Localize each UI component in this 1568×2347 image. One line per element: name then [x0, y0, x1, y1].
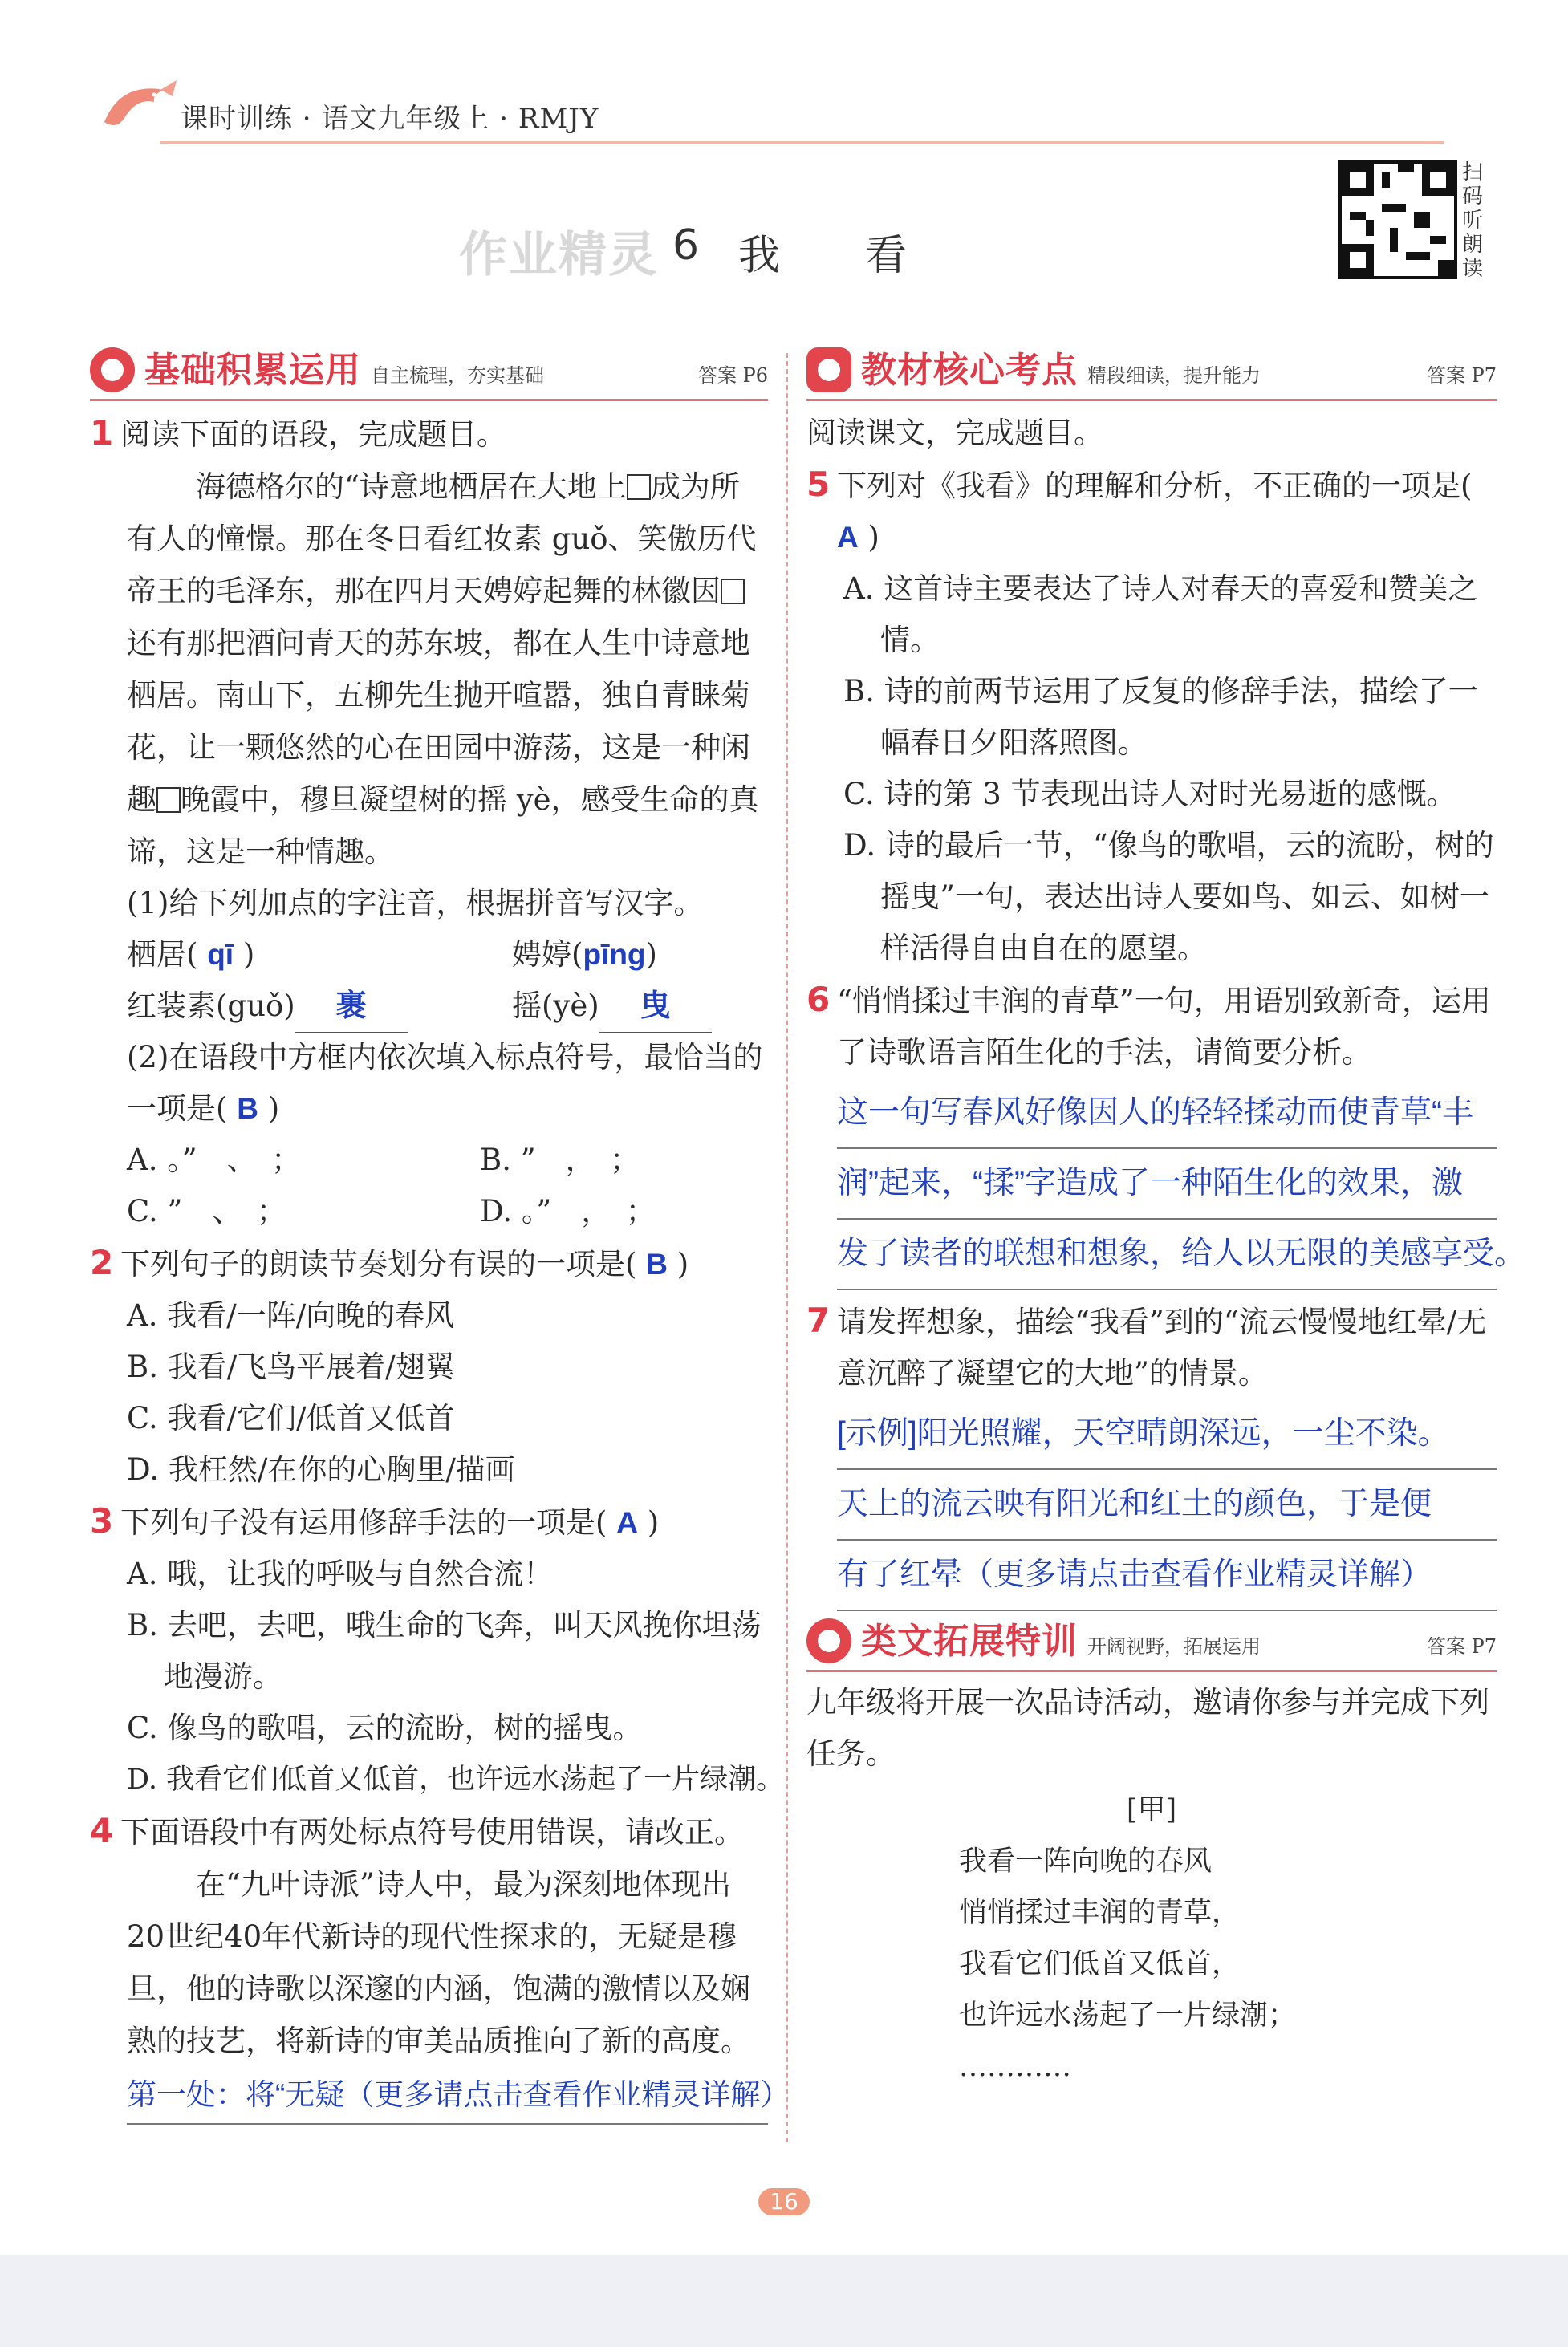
option: B. 诗的前两节运用了反复的修辞手法，描绘了一幅春日夕阳落照图。 — [843, 674, 1478, 760]
options-row — [90, 1186, 768, 1237]
option: C. 诗的第 3 节表现出诗人对时光易逝的感慨。 — [843, 777, 1456, 811]
answer-field[interactable]: 曳 — [599, 981, 712, 1033]
section-core-header — [806, 345, 1497, 401]
option: C. 像鸟的歌唱，云的流盼，树的摇曳。 — [127, 1711, 643, 1745]
section-subtitle: 自主梳理，夯实基础 — [371, 364, 544, 387]
answer-line[interactable]: 润”起来，“揉”字造成了一种陌生化的效果，激 — [837, 1149, 1497, 1220]
globe-icon — [806, 1618, 851, 1663]
target-icon — [90, 347, 135, 392]
question-number: 6 — [806, 980, 831, 1019]
answer-field[interactable]: A — [837, 521, 859, 554]
sub-question-1: (1)给下列加点的字注音，根据拼音写汉字。 — [127, 886, 704, 920]
answer-line[interactable]: 发了读者的联想和想象，给人以无限的美感享受。 — [837, 1220, 1497, 1290]
section-basic-header — [90, 345, 768, 401]
poem-line: 我看一阵向晚的春风 — [959, 1846, 1213, 1878]
passage: 海德格尔的“诗意地栖居在大地上 成为所有人的憧憬。那在冬日看红妆素 guǒ、笑傲历代帝王的毛泽东，那在四月天娉婷起舞的林徽因还有那把酒问青天的苏东坡，都在人生中诗意地栖居。南山下，五柳先生抛开喧嚣，独自青睐菊花，让一颗悠然的心在田园中游荡，这是一种闲趣 晚霞中，穆旦凝望树的摇 yè，感受生命的真谛，这是一种情趣。 — [127, 469, 759, 869]
option: A. 哦，让我的呼吸与自然合流！ — [127, 1557, 554, 1591]
fill-row-1: 栖居( qī ) 娉婷(pīng) — [127, 937, 657, 972]
option: D. 。” ， ； — [480, 1194, 656, 1228]
fill-row-2: 红装素(guǒ) 裹 摇(yè) 曳 — [90, 981, 768, 1032]
poem-line: 我看它们低首又低首， — [959, 1948, 1241, 1980]
option: B. 去吧，去吧，哦生命的飞奔，叫天风挽你坦荡地漫游。 — [127, 1608, 762, 1694]
section-title: 类文拓展特训 — [861, 1621, 1078, 1662]
left-column — [90, 345, 790, 2125]
poem-line: ………… — [959, 2051, 1071, 2083]
lesson-number: 6 — [672, 221, 700, 270]
option: A. 我看/一阵/向晚的春风 — [127, 1298, 455, 1333]
answer-line[interactable]: 天上的流云映有阳光和红土的颜色，于是便 — [837, 1470, 1497, 1541]
book-title: 课时训练 · 语文九年级上 · RMJY — [181, 103, 599, 135]
answer-field[interactable]: B — [237, 1092, 258, 1125]
question-3: 3 下列句子没有运用修辞手法的一项是( A ) A. 哦，让我的呼吸与自然合流！ B. 去吧，去吧，哦生命的飞奔，叫天风挽你坦荡地漫游。 C. 像鸟的歌唱，云的流盼，树的摇曳。 D. 我看它们低首又低首，也许远水荡起了一片绿潮。 — [90, 1496, 768, 1805]
right-intro: 阅读课文，完成题目。 — [806, 416, 1103, 450]
poem-line: 悄悄揉过丰润的青草， — [959, 1897, 1241, 1929]
poem-line: 也许远水荡起了一片绿潮； — [959, 2000, 1297, 2032]
qr-code[interactable] — [1338, 160, 1457, 279]
answer-field[interactable]: B — [646, 1248, 668, 1281]
option: A. 这首诗主要表达了诗人对春天的喜爱和赞美之情。 — [843, 571, 1478, 657]
header-rule — [160, 141, 1444, 144]
poem-label: [甲] — [1126, 1794, 1177, 1826]
answer-field[interactable]: qī — [207, 938, 234, 971]
qr-pattern-icon — [1342, 164, 1454, 276]
question-prompt: 阅读下面的语段，完成题目。 — [120, 417, 506, 452]
column-divider — [786, 353, 788, 2142]
question-number: 3 — [90, 1501, 114, 1541]
page-number: 16 — [758, 2188, 810, 2215]
answer-line[interactable]: [示例]阳光照耀，天空晴朗深远，一尘不染。 — [837, 1399, 1497, 1470]
question-7: 7 请发挥想象，描绘“我看”到的“流云慢慢地红晕/无意沉醉了凝望它的大地”的情景。 [示例]阳光照耀，天空晴朗深远，一尘不染。 天上的流云映有阳光和红土的颜色，于是便 有了红晕（更多请点击查看作业精灵详解） — [806, 1295, 1497, 1611]
answer-ref: 答案 P6 — [697, 364, 768, 387]
answer-ref: 答案 P7 — [1426, 364, 1497, 387]
question-6: 6 “悄悄揉过丰润的青草”一句，用语别致新奇，运用了诗歌语言陌生化的手法，请简要分析。 这一句写春风好像因人的轻轻揉动而使青草“丰 润”起来，“揉”字造成了一种陌生化的效果，激 发了读者的联想和想象，给人以无限的美感享受。 — [806, 974, 1497, 1290]
section-subtitle: 开阔视野，拓展运用 — [1087, 1635, 1261, 1658]
option: A. 。” 、 ； — [127, 1143, 302, 1177]
bottom-bar — [0, 2255, 1568, 2347]
dolphin-logo-icon — [96, 74, 185, 138]
section-subtitle: 精段细读，提升能力 — [1087, 364, 1261, 387]
options-row — [90, 1135, 768, 1186]
answer-line[interactable]: 有了红晕（更多请点击查看作业精灵详解） — [837, 1541, 1497, 1611]
question-5: 5 下列对《我看》的理解和分析，不正确的一项是( A ) A. 这首诗主要表达了诗人对春天的喜爱和赞美之情。 B. 诗的前两节运用了反复的修辞手法，描绘了一幅春日夕阳落照图。 C. 诗的第 3 节表现出诗人对时光易逝的感慨。 D. 诗的最后一节，“像鸟的歌唱，云的流盼，树的摇曳”一句，表达出诗人要如鸟、如云、如树一样活得自由自在的愿望。 — [806, 459, 1497, 974]
poem-block — [806, 1785, 1497, 2093]
lesson-title-char-1: 我 — [738, 232, 781, 280]
answer-field[interactable]: A — [616, 1506, 638, 1539]
question-number: 7 — [806, 1301, 831, 1340]
answer-field[interactable]: pīng — [583, 938, 646, 971]
qr-caption: 扫码听朗读 — [1462, 160, 1484, 281]
option: C. 我看/它们/低首又低首 — [127, 1401, 455, 1435]
section-title: 教材核心考点 — [861, 350, 1078, 391]
question-number: 4 — [90, 1811, 114, 1850]
option: C. ” 、 ； — [127, 1194, 286, 1228]
right-column — [806, 345, 1526, 2093]
robot-icon — [806, 347, 851, 392]
option: D. 我枉然/在你的心胸里/描画 — [127, 1452, 515, 1487]
passage: 在“九叶诗派”诗人中，最为深刻地体现出20世纪40年代新诗的现代性探求的，无疑是穆旦，他的诗歌以深邃的内涵，饱满的激情以及娴熟的技艺，将新诗的审美品质推向了新的高度。 — [127, 1867, 750, 2058]
task-text: 九年级将开展一次品诗活动，邀请你参与并完成下列任务。 — [806, 1685, 1489, 1771]
question-number: 2 — [90, 1243, 114, 1282]
sub-question-2: (2)在语段中方框内依次填入标点符号，最恰当的一项是( B ) — [127, 1040, 763, 1126]
option: D. 我看它们低首又低首，也许远水荡起了一片绿潮。 — [127, 1764, 785, 1796]
answer-field[interactable]: 裹 — [295, 981, 408, 1033]
question-1 — [90, 408, 768, 1237]
answer-line[interactable]: 第一处：将“无疑（更多请点击查看作业精灵详解） — [127, 2067, 768, 2125]
option: B. 我看/飞鸟平展着/翅翼 — [127, 1350, 455, 1384]
answer-line[interactable]: 这一句写春风好像因人的轻轻揉动而使青草“丰 — [837, 1078, 1497, 1149]
answer-ref: 答案 P7 — [1426, 1635, 1497, 1658]
question-4: 4 下面语段中有两处标点符号使用错误，请改正。 在“九叶诗派”诗人中，最为深刻地体现出20世纪40年代新诗的现代性探求的，无疑是穆旦，他的诗歌以深邃的内涵，饱满的激情以及娴熟的技艺，将新诗的审美品质推向了新的高度。 第一处：将“无疑（更多请点击查看作业精灵详解） — [90, 1805, 768, 2125]
watermark: 作业精灵 — [459, 227, 658, 283]
section-title: 基础积累运用 — [144, 350, 361, 391]
section-extension-header — [806, 1616, 1497, 1672]
question-number: 1 — [90, 413, 114, 453]
lesson-title-char-2: 看 — [865, 232, 908, 280]
option: D. 诗的最后一节，“像鸟的歌唱，云的流盼，树的摇曳”一句，表达出诗人要如鸟、如云、如树一样活得自由自在的愿望。 — [843, 828, 1494, 965]
option: B. ” ， ； — [480, 1143, 640, 1177]
question-2: 2 下列句子的朗读节奏划分有误的一项是( B ) A. 我看/一阵/向晚的春风 B. 我看/飞鸟平展着/翅翼 C. 我看/它们/低首又低首 D. 我枉然/在你的心胸里/描画 — [90, 1237, 768, 1496]
question-number: 5 — [806, 465, 831, 504]
